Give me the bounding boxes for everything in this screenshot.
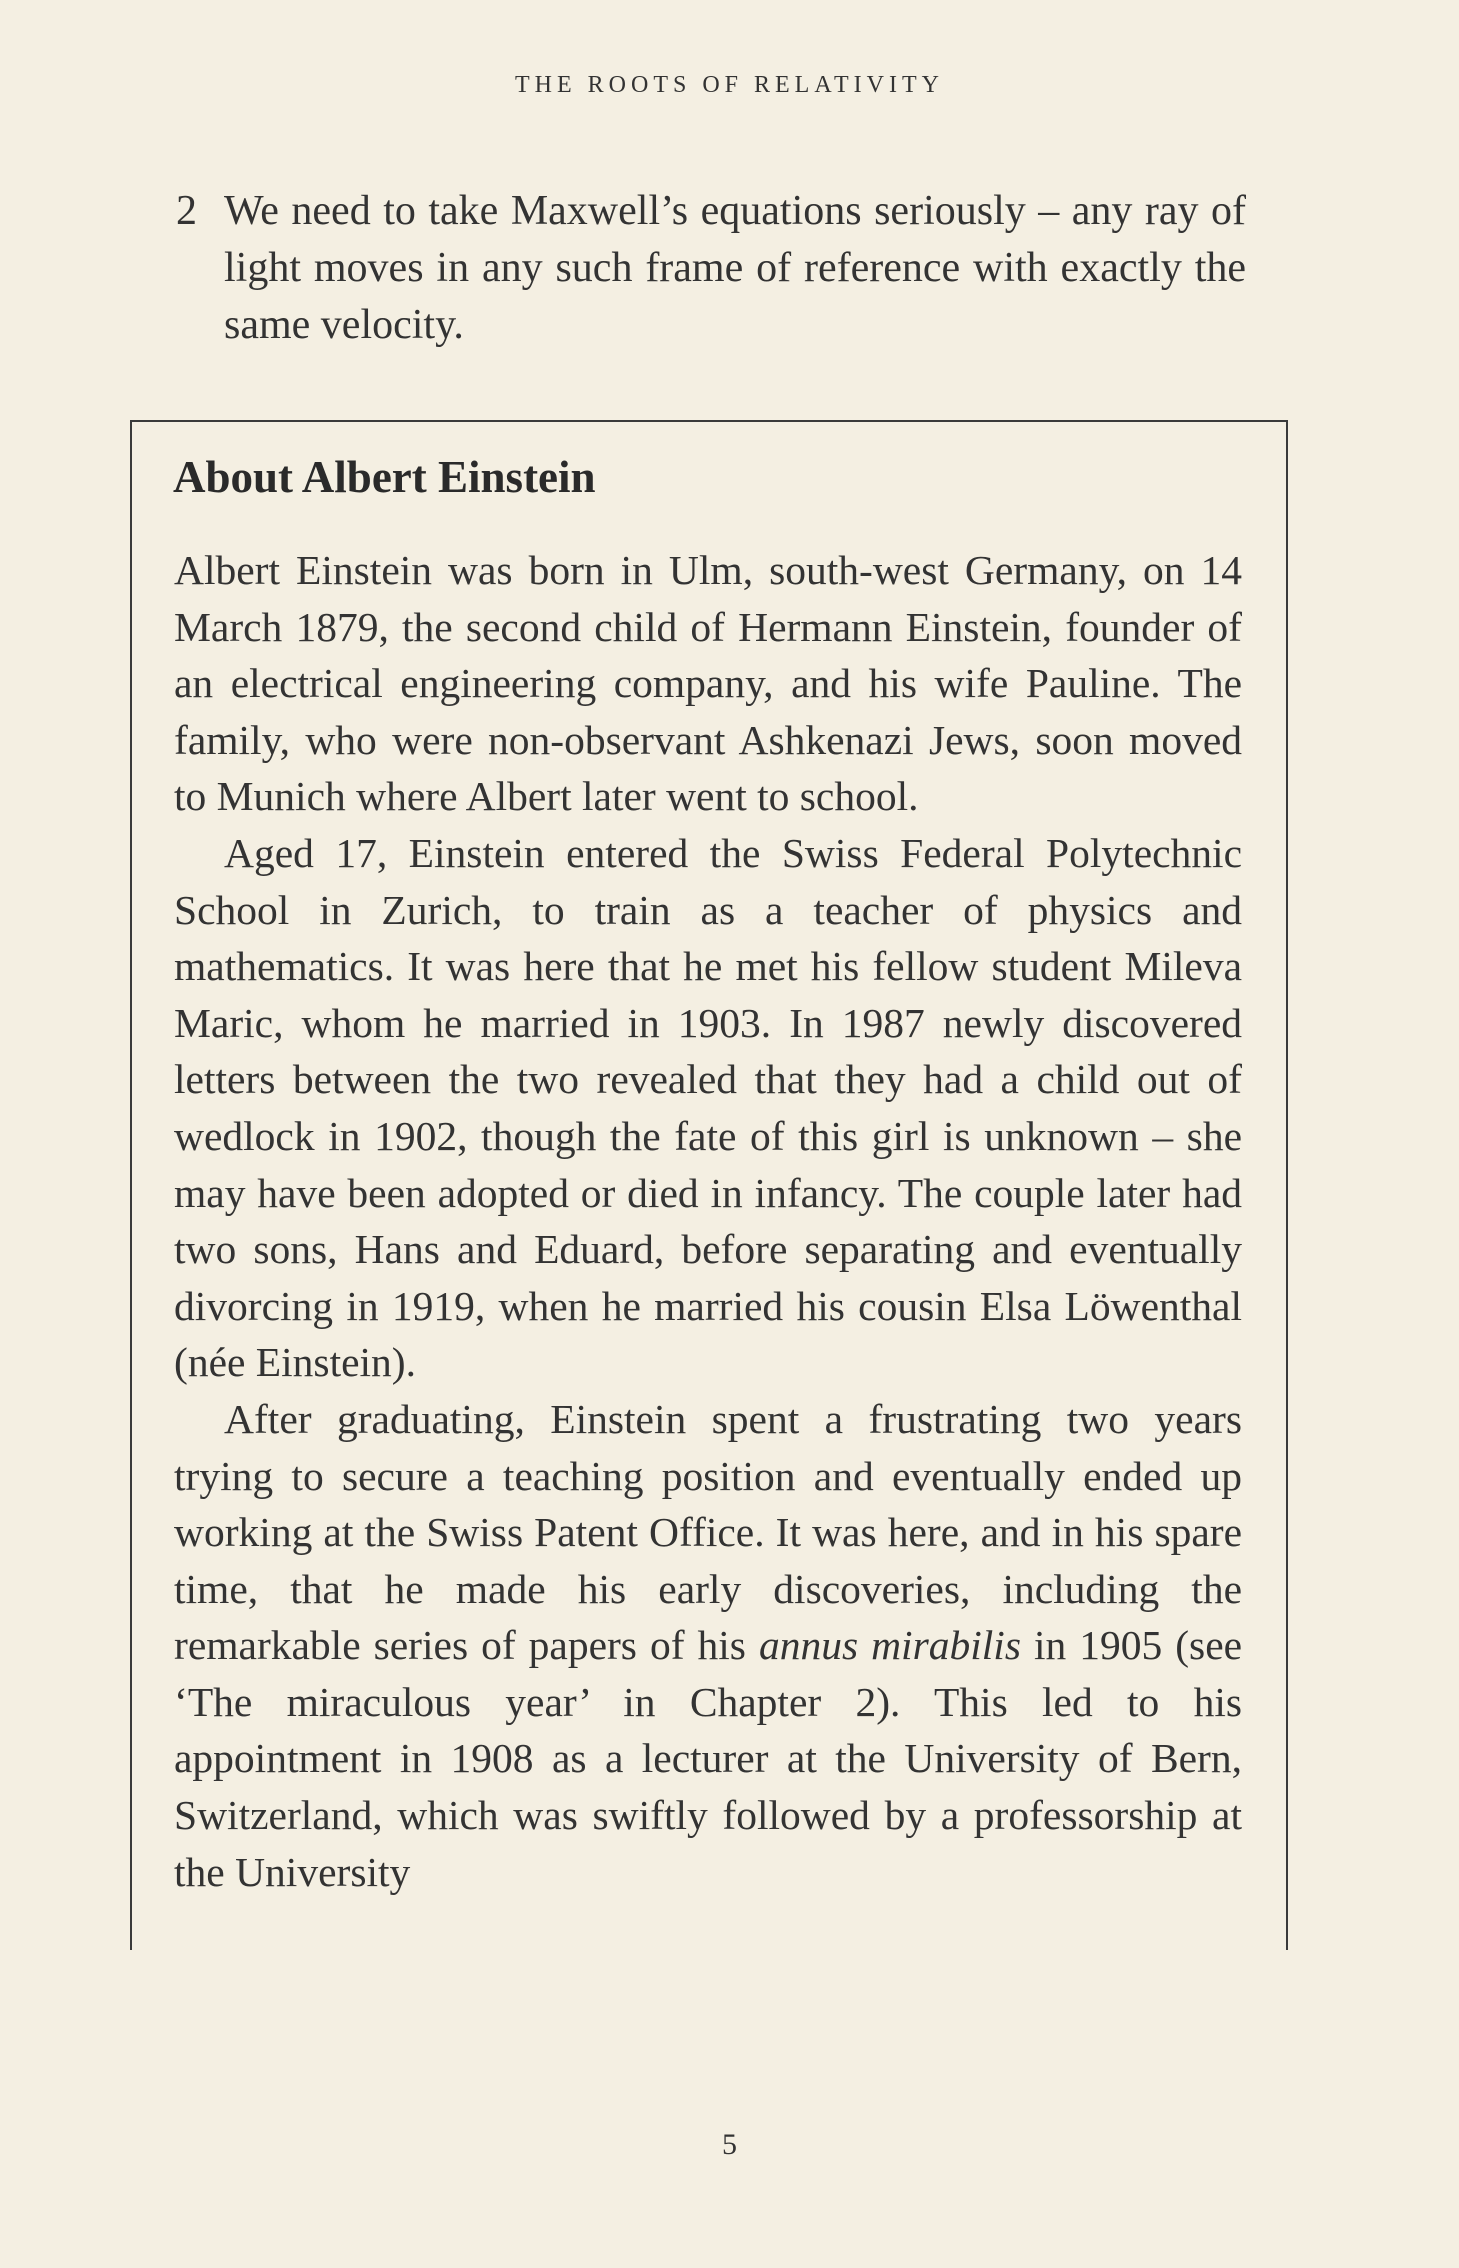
box-paragraph-2: Aged 17, Einstein entered the Swiss Federal Polytechnic School in Zurich, to train as a teacher of physics and mathematics. It was here that he met his fellow student Mileva Maric, whom he married in 1903. In 1987 newly discovered letters between the two revealed that they had a child out of wedlock in 1902, though the fate of this girl is unknown – she may have been adopted or died in infancy. The couple later had two sons, Hans and Eduard, before separating and eventually divorcing in 1919, when he married his cousin Elsa Löwenthal (née Einstein). bbox=[174, 829, 1242, 1386]
running-head: THE ROOTS OF RELATIVITY bbox=[515, 72, 944, 98]
box-paragraph-3 bbox=[174, 1391, 1242, 1900]
paragraph-3-text-end: in 1905 (see ‘The miraculous year’ in Chapter 2). This led to his appointment in 1908 as a lecturer at the University of Bern, Switzerland, which was swiftly followed by a professorship at the University bbox=[174, 1622, 1243, 1895]
box-title: About Albert Einstein bbox=[173, 452, 596, 502]
box-body bbox=[174, 542, 1242, 1900]
box-paragraph-1: Albert Einstein was born in Ulm, south-west Germany, on 14 March 1879, the second child of Hermann Einstein, founder of an electrical engineering company, and his wife Pauline. The family, who were non-observant Ashkenazi Jews, soon moved to Munich where Albert later went to school. bbox=[174, 547, 1242, 820]
paragraph-3-text-start: After graduating, Einstein spent a frustrating two years trying to secure a teaching position and eventually ended up working at the Swiss Patent Office. It was here, and in his spare time, that he made his early discoveries, including the remarkable series of papers of his bbox=[174, 1395, 1242, 1669]
list-item-text: We need to take Maxwell’s equations seriously – any ray of light moves in any such frame of reference with exactly the same velocity. bbox=[224, 188, 1246, 348]
italic-latin-phrase: annus mirabilis bbox=[758, 1622, 1021, 1669]
list-item-number: 2 bbox=[176, 188, 197, 234]
page-number: 5 bbox=[722, 2128, 737, 2161]
numbered-list-item bbox=[176, 183, 1246, 354]
